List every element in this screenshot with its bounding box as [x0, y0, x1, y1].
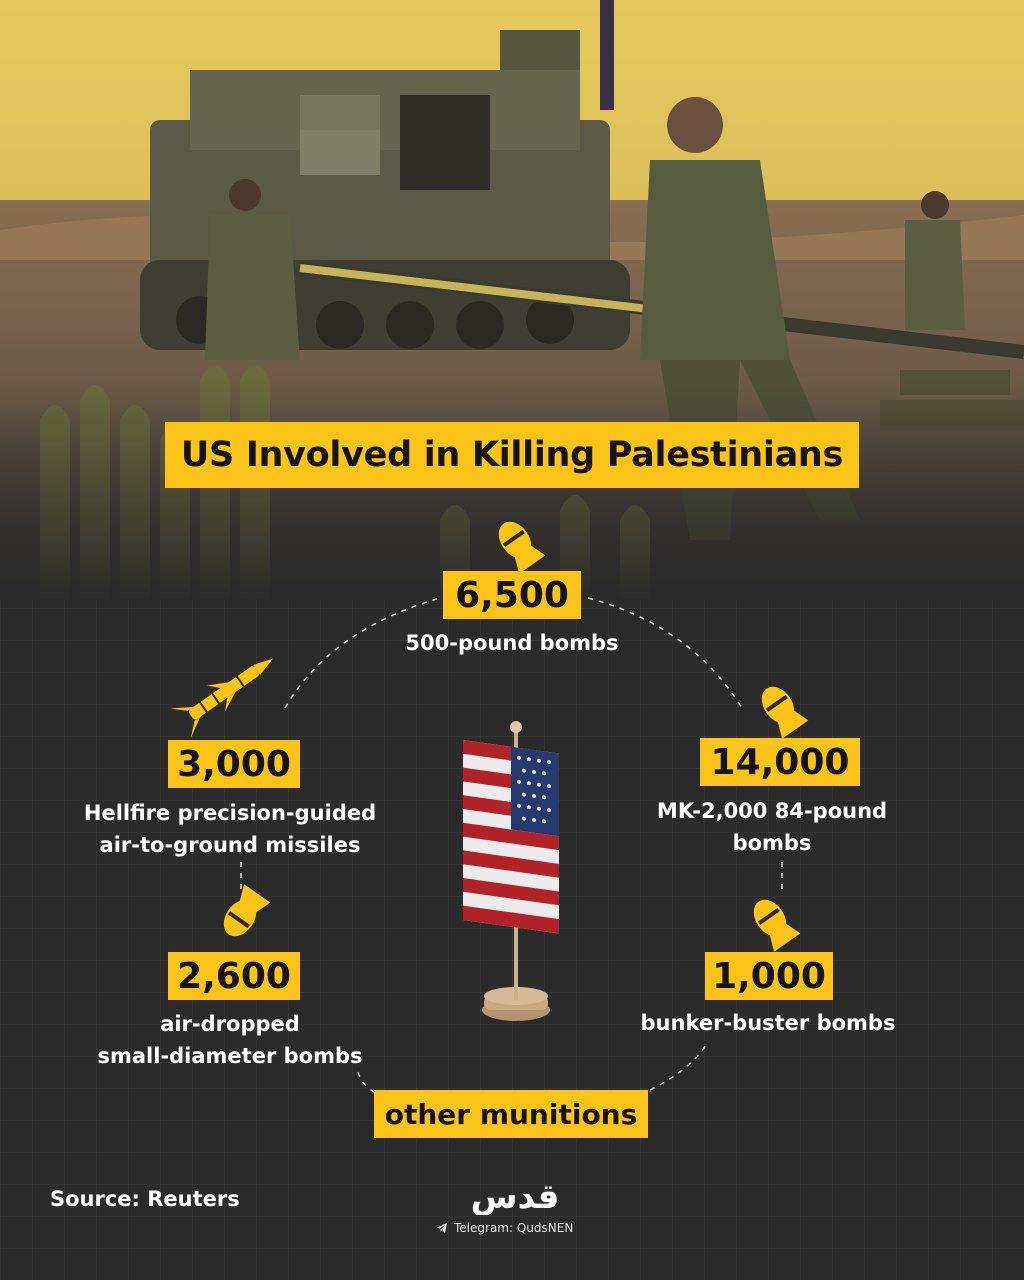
stat-label: bunker-buster bombs [640, 1011, 896, 1035]
stat-number-box [705, 952, 833, 1000]
stat-label: air-dropped small-diameter bombs [97, 1012, 363, 1068]
stat-label: MK-2,000 84-pound bombs [656, 799, 888, 855]
svg-text:قدس: قدس [470, 1177, 560, 1215]
other-munitions-label: other munitions [384, 1097, 638, 1131]
page-title: US Involved in Killing Palestinians [180, 435, 844, 475]
title-banner [165, 422, 859, 488]
stat-number-box [168, 740, 300, 788]
source-credit: Source: Reuters [50, 1187, 240, 1211]
telegram-credit [436, 1221, 573, 1235]
missile-icon [170, 644, 283, 738]
telegram-icon [436, 1222, 448, 1234]
bomb-icon [215, 884, 270, 943]
stat-number: 14,000 [710, 741, 850, 783]
stat-number: 1,000 [712, 955, 826, 997]
stat-number: 2,600 [177, 955, 291, 997]
stat-label: Hellfire precision-guided air-to-ground missiles [83, 801, 377, 857]
stat-number-box [700, 738, 860, 786]
stat-label: 500-pound bombs [405, 631, 619, 655]
dashed-arc-bottom-right [650, 1045, 706, 1090]
other-munitions-box [374, 1090, 648, 1138]
quds-logo [462, 1175, 568, 1215]
bomb-icon [745, 892, 800, 951]
telegram-handle: Telegram: QudsNEN [454, 1221, 574, 1235]
us-flag-icon [463, 721, 559, 1021]
dashed-arc-bottom-left [358, 1072, 374, 1092]
stat-number: 6,500 [455, 574, 569, 616]
bomb-icon [753, 679, 808, 738]
stat-number: 3,000 [177, 743, 291, 785]
header-photo [0, 0, 1024, 600]
stat-number-box [443, 571, 581, 619]
stat-number-box [168, 952, 300, 1000]
